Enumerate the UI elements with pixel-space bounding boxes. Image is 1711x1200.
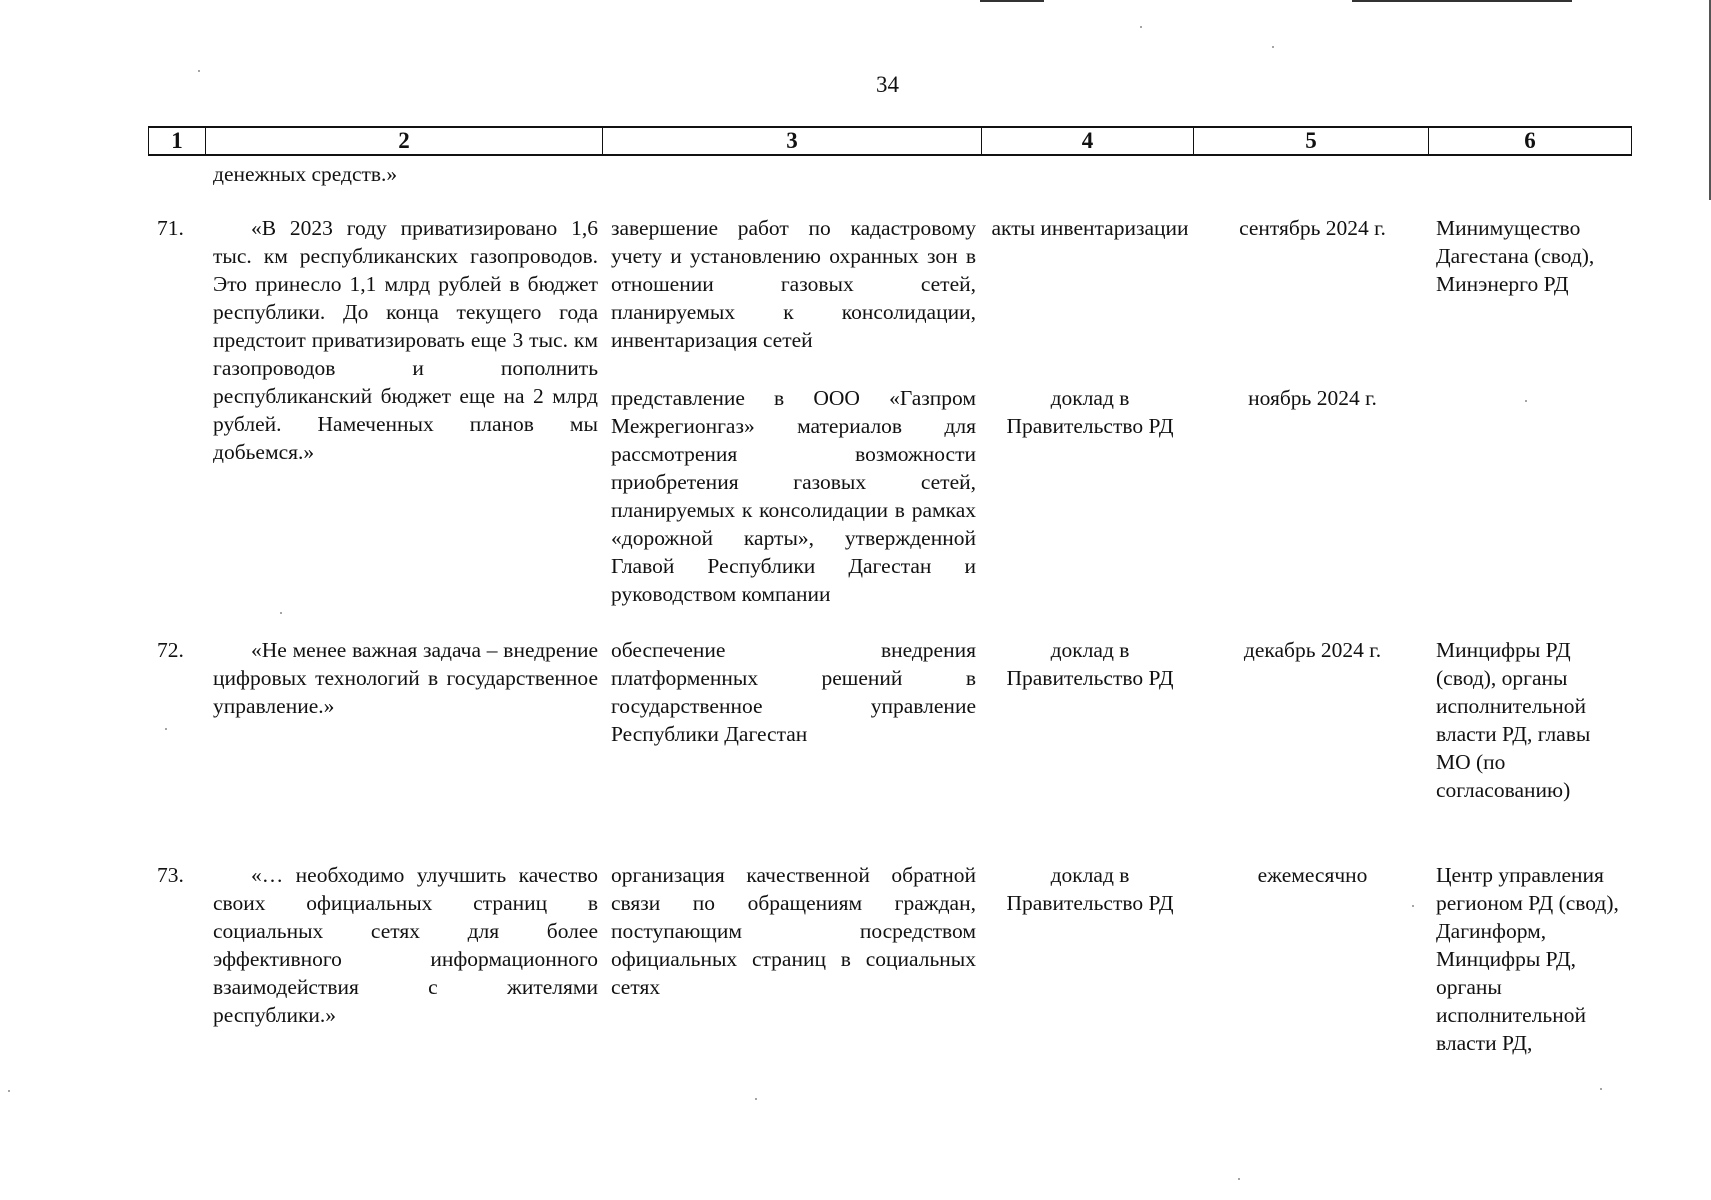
header-col-2: 2 [206, 128, 603, 154]
header-col-3: 3 [603, 128, 982, 154]
scan-speck [755, 1098, 757, 1100]
measure-text: организация качественной обратной связи по обращениям граждан, поступающим посредством официальных страниц в социальных сетях [611, 863, 976, 999]
deadline-text: декабрь 2024 г. [1243, 638, 1382, 662]
scan-speck [1412, 905, 1414, 907]
table-header [148, 126, 1632, 156]
row-number: 72. [157, 638, 184, 662]
measure-text: завершение работ по кадастровому учету и установлению охранных зон в отношении газовых сетей, планируемых к консолидации, инвентаризация сетей [611, 216, 976, 352]
header-col-4: 4 [982, 128, 1194, 154]
header-col-6: 6 [1524, 128, 1536, 153]
scan-speck [1140, 26, 1142, 28]
scan-speck [1272, 46, 1274, 48]
deadline-text: ноябрь 2024 г. [1248, 386, 1377, 410]
scan-speck [8, 1090, 10, 1092]
header-col-5: 5 [1194, 128, 1429, 154]
responsible-text: Минимущество Дагестана (свод), Минэнерго РД [1436, 216, 1595, 296]
page-number: 34 [876, 72, 899, 97]
scan-speck [165, 728, 167, 730]
continuation-text: денежных средств.» [213, 162, 398, 186]
result-text: акты инвентаризации [991, 216, 1189, 240]
measure-text: обеспечение внедрения платформенных решений в государственное управление Республики Дагестан [611, 638, 976, 746]
scan-speck [280, 612, 282, 614]
scan-speck [1600, 1088, 1602, 1090]
quote-text: «В 2023 году приватизировано 1,6 тыс. км республиканских газопроводов. Это принесло 1,1 млрд рублей в бюджет республики. До конца текущего года предстоит приватизировать еще 3 тыс. км газопроводов и пополнить республиканский бюджет еще на 2 млрд рублей. Намеченных планов мы добьемся.» [213, 216, 598, 464]
scan-speck [1525, 400, 1527, 402]
result-text: доклад в Правительство РД [1006, 386, 1174, 438]
quote-text: «… необходимо улучшить качество своих официальных страниц в социальных сетях для более эффективного информационного взаимодействия с жителями республики.» [213, 863, 598, 1027]
scan-speck [198, 70, 200, 72]
header-col-1: 1 [149, 128, 206, 154]
deadline-text: сентябрь 2024 г. [1239, 216, 1386, 240]
result-text: доклад в Правительство РД [1006, 863, 1174, 915]
result-text: доклад в Правительство РД [1006, 638, 1174, 690]
row-number: 73. [157, 863, 184, 887]
deadline-text: ежемесячно [1257, 863, 1368, 887]
quote-text: «Не менее важная задача – внедрение цифровых технологий в государственное управление.» [213, 638, 598, 718]
scan-speck [1238, 1178, 1240, 1180]
scan-mark-top [980, 0, 1044, 2]
scan-mark-top [1352, 0, 1572, 2]
row-number: 71. [157, 216, 184, 240]
responsible-text: Минцифры РД (свод), органы исполнительной власти РД, главы МО (по согласованию) [1436, 638, 1591, 802]
measure-text: представление в ООО «Газпром Межрегионгаз» материалов для рассмотрения возможности приобретения газовых сетей, планируемых к консолидации в рамках «дорожной карты», утвержденной Главой Республики Дагестан и руководством компании [611, 386, 976, 606]
responsible-text: Центр управления регионом РД (свод), Дагинформ, Минцифры РД, органы исполнительной власти РД, [1436, 863, 1619, 1055]
